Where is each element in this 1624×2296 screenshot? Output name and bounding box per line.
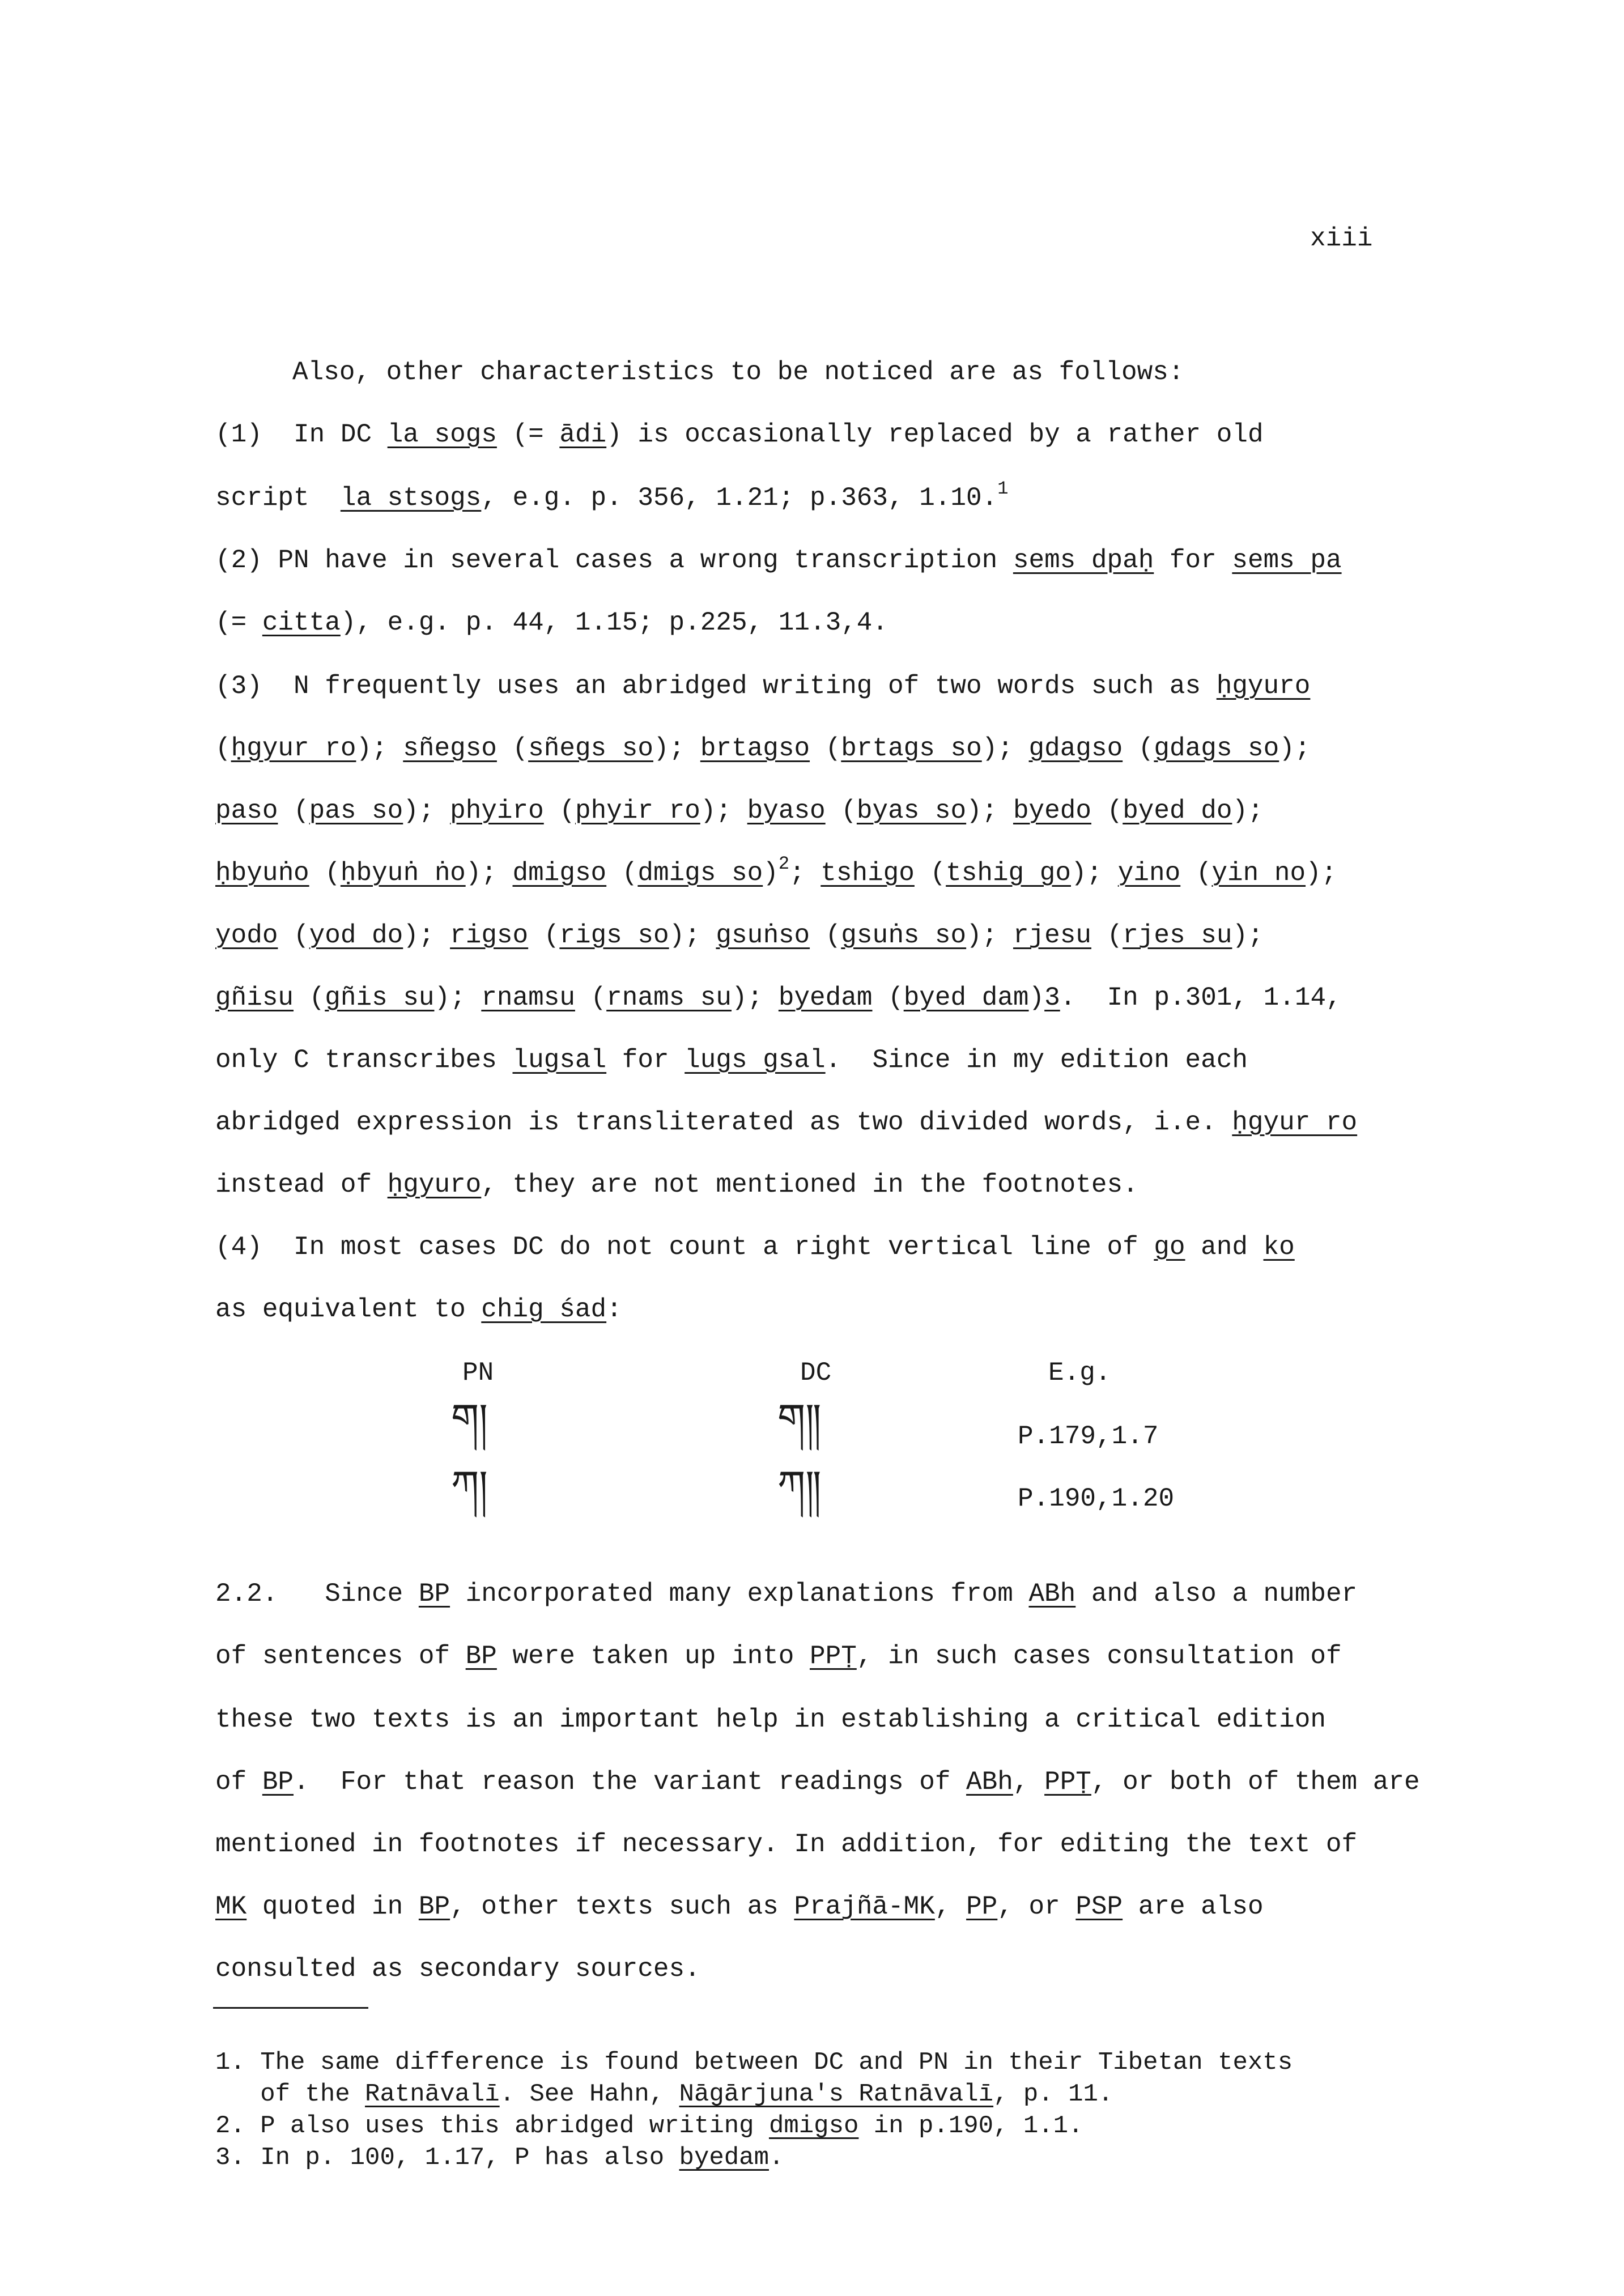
item-number: (2) <box>215 546 262 575</box>
item-3-line-2: (ḥgyur ro); sñegso (sñegs so); brtagso (brtags so); gdagso (gdags so); <box>215 734 1311 763</box>
footnote-1-line-2: of the Ratnāvalī. See Hahn, Nāgārjuna's Ratnāvalī, p. 11. <box>215 2080 1113 2108</box>
table-header-pn: PN <box>462 1358 494 1388</box>
footnote-3: 3. In p. 100, 1.17, P has also byedam. <box>215 2144 784 2172</box>
tibetan-sign-dc-row-2: ཀ༎ <box>777 1462 822 1508</box>
intro-line: Also, other characteristics to be noticed are as follows: <box>292 358 1184 387</box>
page-number: xiii <box>1310 224 1373 253</box>
section-2-2-line-4: of BP. For that reason the variant readings of ABh, PPṬ, or both of them are <box>215 1767 1420 1797</box>
section-2-2-line-2: of sentences of BP were taken up into PPṬ, in such cases consultation of <box>215 1642 1342 1671</box>
section-2-2-line-5: mentioned in footnotes if necessary. In addition, for editing the text of <box>215 1830 1358 1859</box>
section-2-2-line-1: 2.2. Since BP incorporated many explanations from ABh and also a number <box>215 1579 1358 1609</box>
section-2-2-line-7: consulted as secondary sources. <box>215 1954 700 1984</box>
footnote-ref: 2 <box>778 853 790 874</box>
item-3-line-4: ḥbyuṅo (ḥbyuṅ ṅo); dmigso (dmigs so)$^2$; tshigo (tshig go); yino (yin no); <box>215 853 1337 888</box>
item-2-line-1: (2) PN have in several cases a wrong transcription sems dpaḥ for sems pa <box>215 546 1342 575</box>
tibetan-sign-pn-row-1: ག། <box>451 1395 488 1442</box>
item-1-line-2: script la stsogs, e.g. p. 356, 1.21; p.363, 1.10.$^1$ <box>215 478 1009 513</box>
item-number: (4) <box>215 1232 262 1262</box>
item-3-line-3: paso (pas so); phyiro (phyir ro); byaso (byas so); byedo (byed do); <box>215 796 1264 826</box>
item-2-line-2: (= citta), e.g. p. 44, 1.15; p.225, 11.3,4. <box>215 608 888 637</box>
tibetan-sign-pn-row-2: ཀ། <box>451 1462 488 1508</box>
section-2-2-line-3: these two texts is an important help in establishing a critical edition <box>215 1705 1326 1734</box>
item-3-line-5: yodo (yod do); rigso (rigs so); gsuṅso (gsuṅs so); rjesu (rjes su); <box>215 921 1264 950</box>
footnote-ref: 1 <box>997 478 1009 499</box>
item-3-line-6: gñisu (gñis su); rnamsu (rnams su); byedam (byed dam)3. In p.301, 1.14, <box>215 983 1342 1013</box>
table-ref-row-2: P.190,1.20 <box>1018 1484 1175 1513</box>
table-header-dc: DC <box>800 1358 832 1388</box>
section-2-2-line-6: MK quoted in BP, other texts such as Prajñā-MK, PP, or PSP are also <box>215 1892 1264 1921</box>
item-3-line-9: instead of ḥgyuro, they are not mentioned in the footnotes. <box>215 1170 1138 1200</box>
tibetan-sign-dc-row-1: ག༎ <box>777 1395 822 1442</box>
footnote-divider <box>213 2007 368 2009</box>
item-3-line-7: only C transcribes lugsal for lugs gsal. Since in my edition each <box>215 1045 1248 1075</box>
item-4-line-2: as equivalent to chig śad: <box>215 1295 622 1324</box>
item-number: (1) <box>215 420 262 449</box>
table-header-eg: E.g. <box>1048 1358 1111 1388</box>
footnote-1-line-1: 1. The same difference is found between DC and PN in their Tibetan texts <box>215 2048 1293 2077</box>
item-3-line-1: (3) N frequently uses an abridged writing of two words such as ḥgyuro <box>215 671 1311 701</box>
item-3-line-8: abridged expression is transliterated as two divided words, i.e. ḥgyur ro <box>215 1108 1358 1137</box>
footnote-2: 2. P also uses this abridged writing dmigso in p.190, 1.1. <box>215 2112 1083 2140</box>
table-ref-row-1: P.179,1.7 <box>1018 1422 1159 1451</box>
item-4-line-1: (4) In most cases DC do not count a right vertical line of go and ko <box>215 1232 1295 1262</box>
item-number: (3) <box>215 671 262 701</box>
item-1-line-1: (1) In DC la sogs (= ādi) is occasionally replaced by a rather old <box>215 420 1264 449</box>
